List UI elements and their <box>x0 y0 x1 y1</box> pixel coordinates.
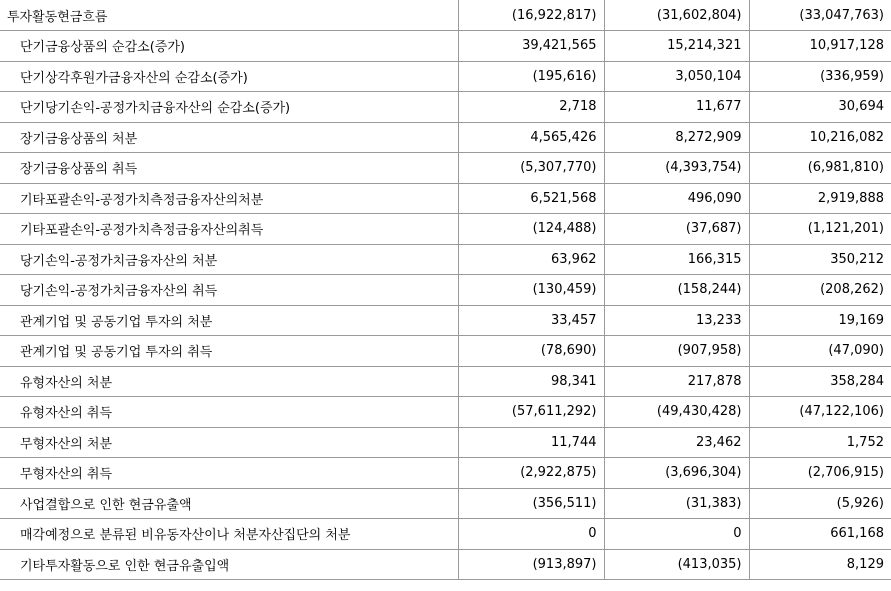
row-value-period-2: (413,035) <box>604 549 749 580</box>
row-value-period-1: (195,616) <box>458 61 604 92</box>
row-value-period-2: (31,602,804) <box>604 0 749 31</box>
row-value-period-2: (37,687) <box>604 214 749 245</box>
row-value-period-2: (49,430,428) <box>604 397 749 428</box>
row-value-period-1: 11,744 <box>458 427 604 458</box>
row-value-period-2: 3,050,104 <box>604 61 749 92</box>
row-value-period-1: (130,459) <box>458 275 604 306</box>
row-label: 유형자산의 처분 <box>0 366 458 397</box>
row-value-period-3: 661,168 <box>749 519 891 550</box>
row-value-period-2: 166,315 <box>604 244 749 275</box>
row-label: 무형자산의 취득 <box>0 458 458 489</box>
row-value-period-3: (336,959) <box>749 61 891 92</box>
row-value-period-2: 11,677 <box>604 92 749 123</box>
table-row <box>0 275 891 306</box>
row-value-period-1: (356,511) <box>458 488 604 519</box>
table-row <box>0 0 891 31</box>
row-value-period-3: (1,121,201) <box>749 214 891 245</box>
row-value-period-1: 39,421,565 <box>458 31 604 62</box>
table-row <box>0 122 891 153</box>
table-row <box>0 488 891 519</box>
row-value-period-1: 2,718 <box>458 92 604 123</box>
row-value-period-3: 30,694 <box>749 92 891 123</box>
row-label: 장기금융상품의 처분 <box>0 122 458 153</box>
row-value-period-3: (5,926) <box>749 488 891 519</box>
row-value-period-2: 0 <box>604 519 749 550</box>
table-row <box>0 549 891 580</box>
row-value-period-2: 13,233 <box>604 305 749 336</box>
row-label: 관계기업 및 공동기업 투자의 처분 <box>0 305 458 336</box>
row-label: 당기손익-공정가치금융자산의 처분 <box>0 244 458 275</box>
row-value-period-1: 33,457 <box>458 305 604 336</box>
row-value-period-1: 98,341 <box>458 366 604 397</box>
row-value-period-1: (16,922,817) <box>458 0 604 31</box>
row-label: 관계기업 및 공동기업 투자의 취득 <box>0 336 458 367</box>
row-label: 매각예정으로 분류된 비유동자산이나 처분자산집단의 처분 <box>0 519 458 550</box>
row-label: 장기금융상품의 취득 <box>0 153 458 184</box>
table-row <box>0 61 891 92</box>
row-value-period-2: (4,393,754) <box>604 153 749 184</box>
row-value-period-1: (124,488) <box>458 214 604 245</box>
row-value-period-1: (913,897) <box>458 549 604 580</box>
row-value-period-3: 19,169 <box>749 305 891 336</box>
row-label: 당기손익-공정가치금융자산의 취득 <box>0 275 458 306</box>
table-row <box>0 427 891 458</box>
row-value-period-1: 6,521,568 <box>458 183 604 214</box>
table-row <box>0 183 891 214</box>
row-value-period-2: 23,462 <box>604 427 749 458</box>
row-label: 사업결합으로 인한 현금유출액 <box>0 488 458 519</box>
table-row <box>0 458 891 489</box>
row-value-period-1: (2,922,875) <box>458 458 604 489</box>
row-value-period-2: 8,272,909 <box>604 122 749 153</box>
table-row <box>0 214 891 245</box>
row-label: 단기금융상품의 순감소(증가) <box>0 31 458 62</box>
row-value-period-3: (47,122,106) <box>749 397 891 428</box>
row-label: 기타투자활동으로 인한 현금유출입액 <box>0 549 458 580</box>
row-value-period-3: (47,090) <box>749 336 891 367</box>
row-label: 유형자산의 취득 <box>0 397 458 428</box>
row-value-period-1: (78,690) <box>458 336 604 367</box>
row-value-period-3: 358,284 <box>749 366 891 397</box>
row-label: 기타포괄손익-공정가치측정금융자산의처분 <box>0 183 458 214</box>
row-value-period-3: 10,216,082 <box>749 122 891 153</box>
row-value-period-1: (57,611,292) <box>458 397 604 428</box>
row-label: 단기당기손익-공정가치금융자산의 순감소(증가) <box>0 92 458 123</box>
table-row <box>0 336 891 367</box>
row-label: 기타포괄손익-공정가치측정금융자산의취득 <box>0 214 458 245</box>
row-value-period-2: 217,878 <box>604 366 749 397</box>
row-value-period-2: 496,090 <box>604 183 749 214</box>
row-value-period-3: 2,919,888 <box>749 183 891 214</box>
table-row <box>0 397 891 428</box>
table-row <box>0 31 891 62</box>
row-value-period-1: 0 <box>458 519 604 550</box>
row-value-period-2: (158,244) <box>604 275 749 306</box>
row-value-period-1: 4,565,426 <box>458 122 604 153</box>
table-row <box>0 92 891 123</box>
row-value-period-2: (3,696,304) <box>604 458 749 489</box>
row-value-period-3: (6,981,810) <box>749 153 891 184</box>
row-value-period-3: 8,129 <box>749 549 891 580</box>
row-label: 무형자산의 처분 <box>0 427 458 458</box>
row-value-period-3: 350,212 <box>749 244 891 275</box>
table-row <box>0 519 891 550</box>
table-row <box>0 244 891 275</box>
row-value-period-3: (2,706,915) <box>749 458 891 489</box>
row-value-period-2: (907,958) <box>604 336 749 367</box>
row-label: 투자활동현금흐름 <box>0 0 458 31</box>
row-value-period-3: (33,047,763) <box>749 0 891 31</box>
row-value-period-3: (208,262) <box>749 275 891 306</box>
row-value-period-1: 63,962 <box>458 244 604 275</box>
row-value-period-1: (5,307,770) <box>458 153 604 184</box>
row-value-period-3: 1,752 <box>749 427 891 458</box>
table-row <box>0 305 891 336</box>
row-value-period-3: 10,917,128 <box>749 31 891 62</box>
table-row <box>0 153 891 184</box>
table-row <box>0 366 891 397</box>
row-value-period-2: (31,383) <box>604 488 749 519</box>
row-value-period-2: 15,214,321 <box>604 31 749 62</box>
row-label: 단기상각후원가금융자산의 순감소(증가) <box>0 61 458 92</box>
